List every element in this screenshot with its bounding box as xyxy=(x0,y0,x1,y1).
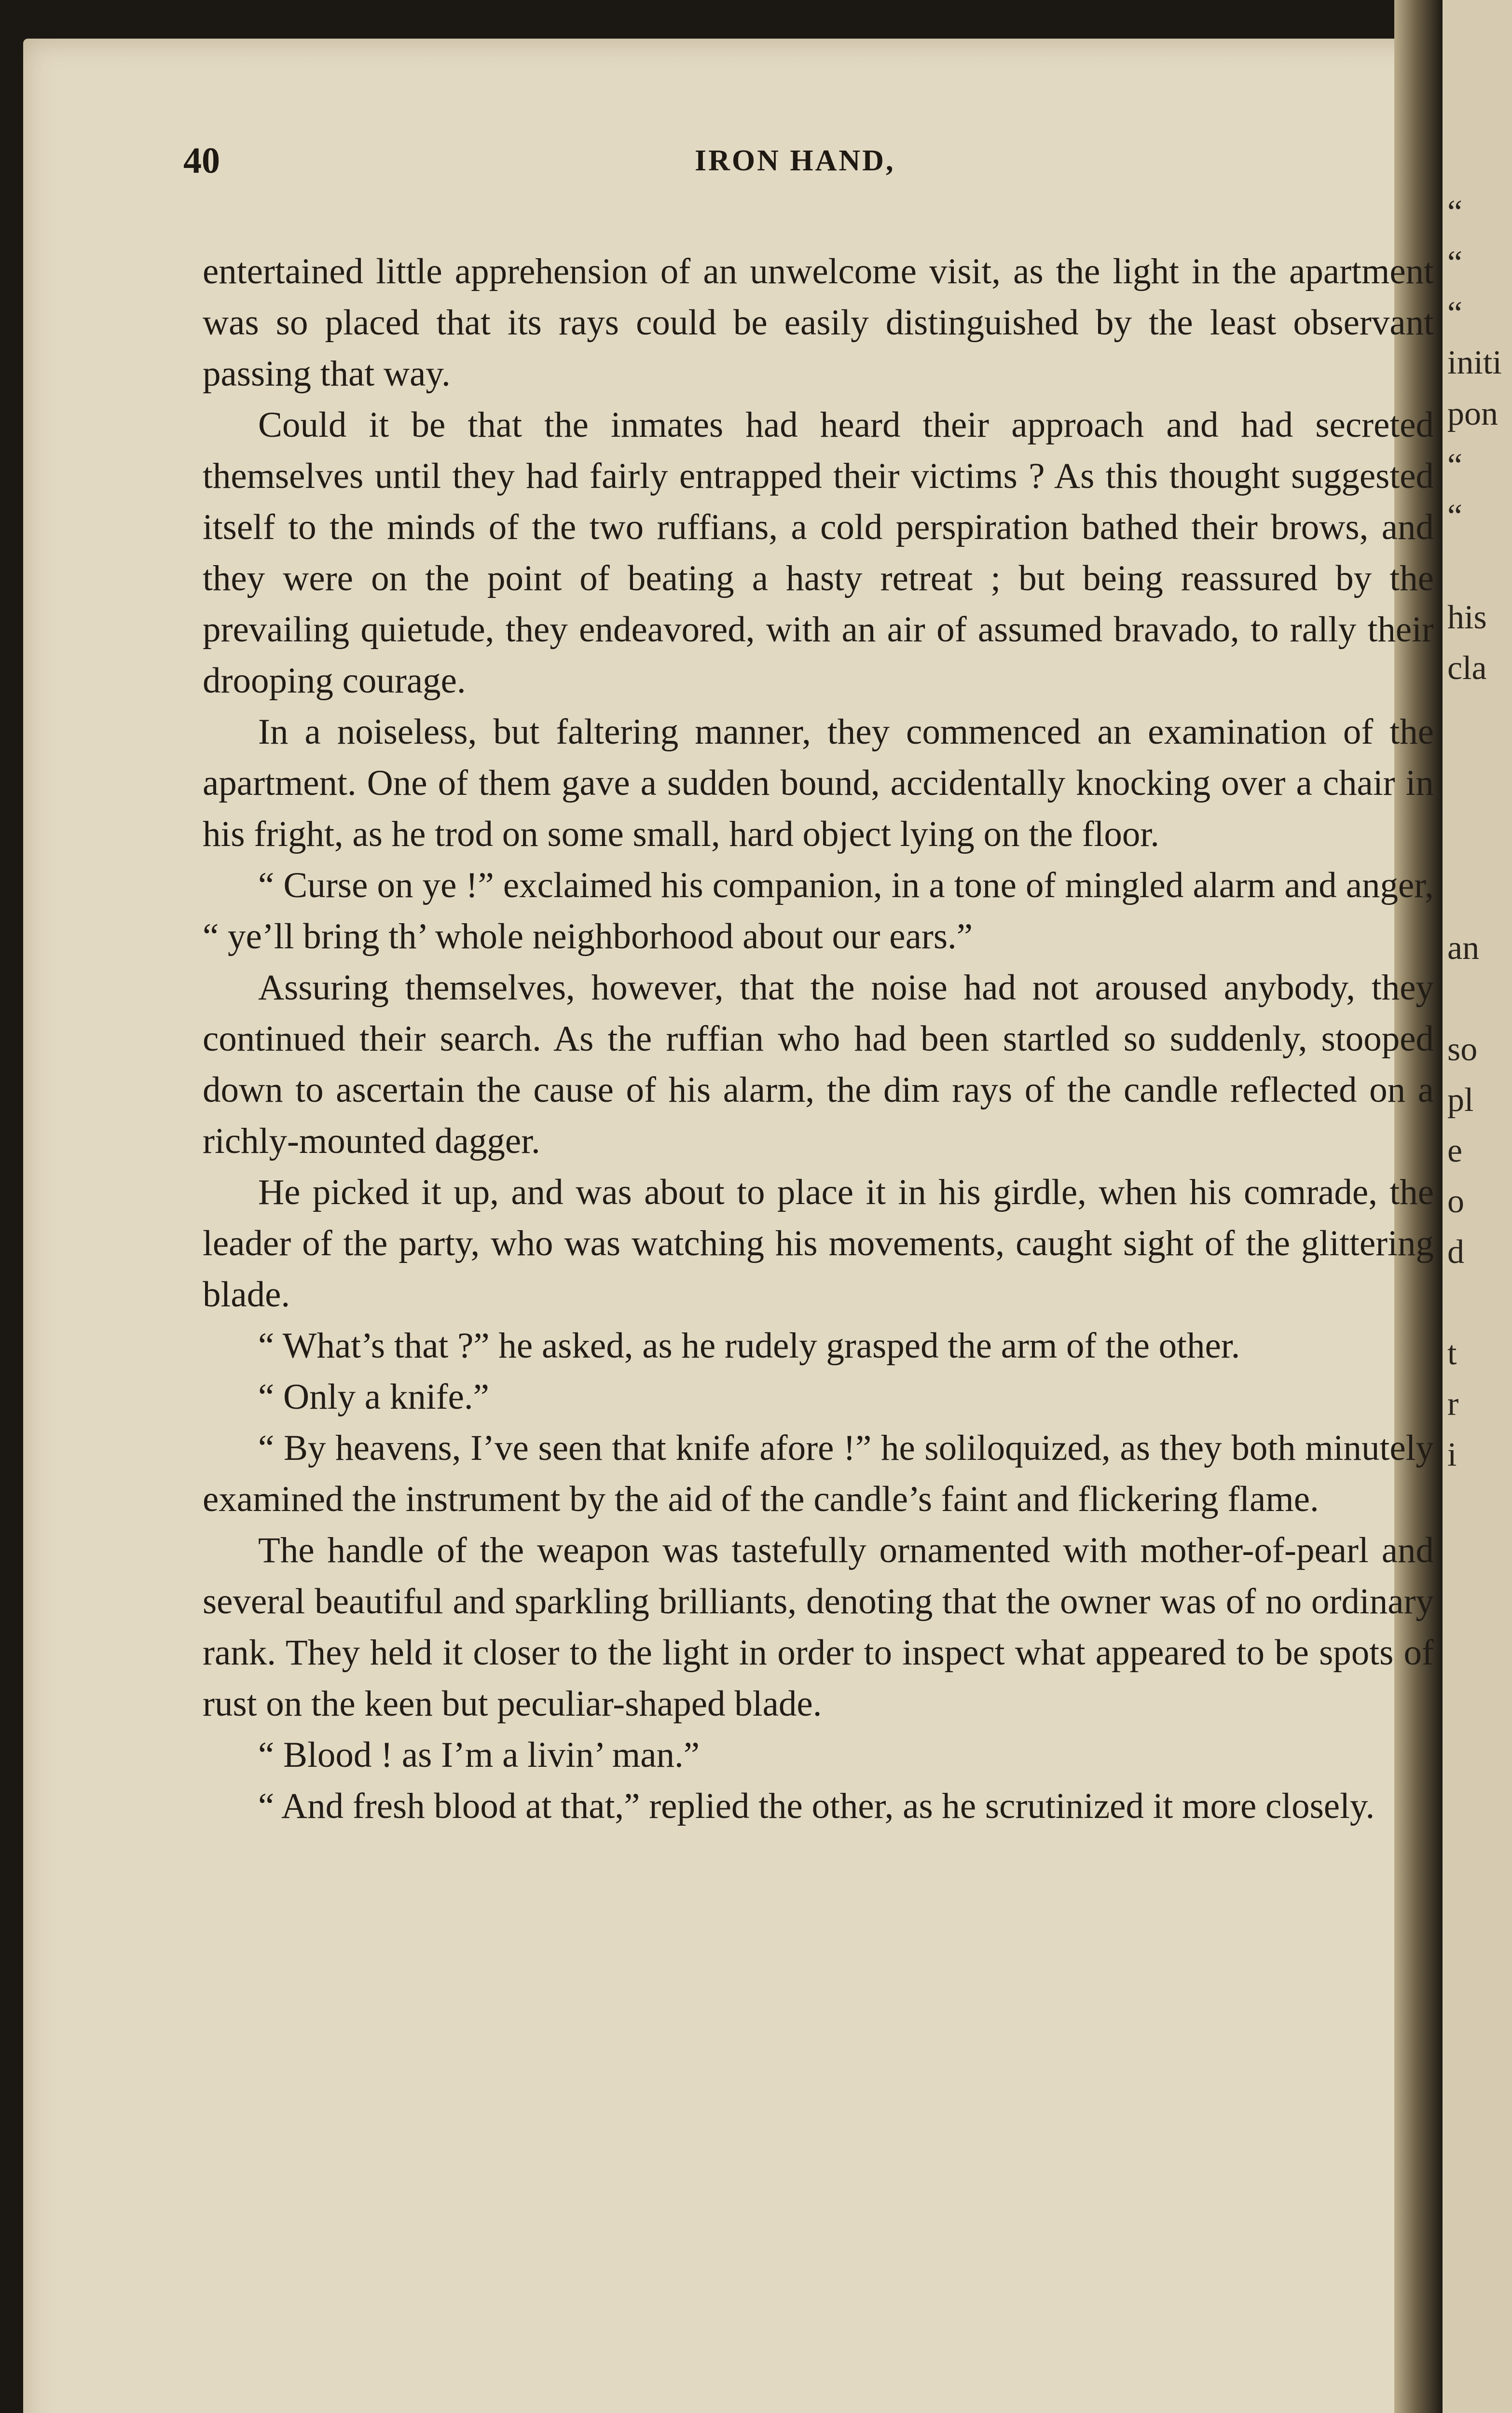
body-text xyxy=(203,246,1434,1832)
facing-page-fragment: cla xyxy=(1447,650,1487,687)
running-head xyxy=(0,0,1512,181)
facing-page-fragment: o xyxy=(1447,1183,1464,1220)
running-title: IRON HAND, xyxy=(695,144,895,177)
paragraph: “ Curse on ye !” exclaimed his companion, in a tone of mingled alarm and anger, “ ye’ll bring th’ whole neighborhood about our ears.” xyxy=(203,865,1434,957)
paragraph: Assuring themselves, however, that the noise had not aroused anybody, they continued their search. As the ruffian who had been startled so suddenly, stooped down to ascertain the cause of his alarm, the dim rays of the candle reflected on a richly-mounted dagger. xyxy=(203,968,1434,1161)
facing-page-fragment: “ xyxy=(1447,244,1463,281)
paragraph: He picked it up, and was about to place it in his girdle, when his comrade, the leader of the party, who was watching his movements, caught sight of the glittering blade. xyxy=(203,1172,1434,1315)
paragraph: “ Blood ! as I’m a livin’ man.” xyxy=(258,1735,700,1775)
paragraph: “ Only a knife.” xyxy=(258,1377,489,1417)
paragraph: “ By heavens, I’ve seen that knife afore !” he soliloquized, as they both minutely examined the instrument by the aid of the candle’s faint and flickering flame. xyxy=(203,1428,1434,1519)
facing-page-fragment: e xyxy=(1447,1132,1463,1169)
facing-page-fragment: so xyxy=(1447,1031,1478,1068)
paragraph: In a noiseless, but faltering manner, they commenced an examination of the apartment. One of them gave a sudden bound, accidentally knocking over a chair in his fright, as he trod on some small, hard object lying on the floor. xyxy=(203,712,1434,854)
paragraph: “ And fresh blood at that,” replied the other, as he scrutinized it more closely. xyxy=(258,1786,1375,1826)
paragraph: entertained little apprehension of an unwelcome visit, as the light in the apartment was so placed that its rays could be easily distinguished by the least observant passing that way. xyxy=(203,251,1434,394)
facing-page-fragment: an xyxy=(1447,929,1480,967)
facing-page-fragment: pon xyxy=(1447,395,1498,432)
facing-page-fragment: “ xyxy=(1447,295,1463,332)
page-number: 40 xyxy=(183,140,220,181)
facing-page-fragment: i xyxy=(1447,1436,1457,1473)
facing-page-fragment: r xyxy=(1447,1386,1459,1423)
facing-page-fragment: “ xyxy=(1447,194,1463,231)
facing-page-fragment: pl xyxy=(1447,1082,1474,1119)
facing-page-fragment: his xyxy=(1447,599,1487,636)
facing-page-fragment: initi xyxy=(1447,344,1502,381)
facing-page-fragment: d xyxy=(1447,1234,1464,1271)
facing-page-edge xyxy=(1443,0,1512,2413)
paragraph: The handle of the weapon was tastefully ornamented with mother-of-pearl and several beautiful and sparkling brilliants, denoting that the owner was of no ordinary rank. They held it closer to the light in order to inspect what appeared to be spots of rust on the keen but peculiar-shaped blade. xyxy=(203,1530,1434,1724)
facing-page-fragment: “ xyxy=(1447,447,1463,484)
facing-page-fragment: “ xyxy=(1447,498,1463,535)
paragraph: Could it be that the inmates had heard their approach and had secreted themselves until they had fairly entrapped their victims ? As this thought suggested itself to the minds of the two ruffians, a cold perspiration bathed their brows, and they were on the point of beating a hasty retreat ; but being reassured by the prevailing quietude, they endeavored, with an air of assumed bravado, to rally their drooping courage. xyxy=(203,405,1434,701)
facing-page-fragment: t xyxy=(1447,1335,1457,1372)
paragraph: “ What’s that ?” he asked, as he rudely grasped the arm of the other. xyxy=(258,1326,1240,1366)
